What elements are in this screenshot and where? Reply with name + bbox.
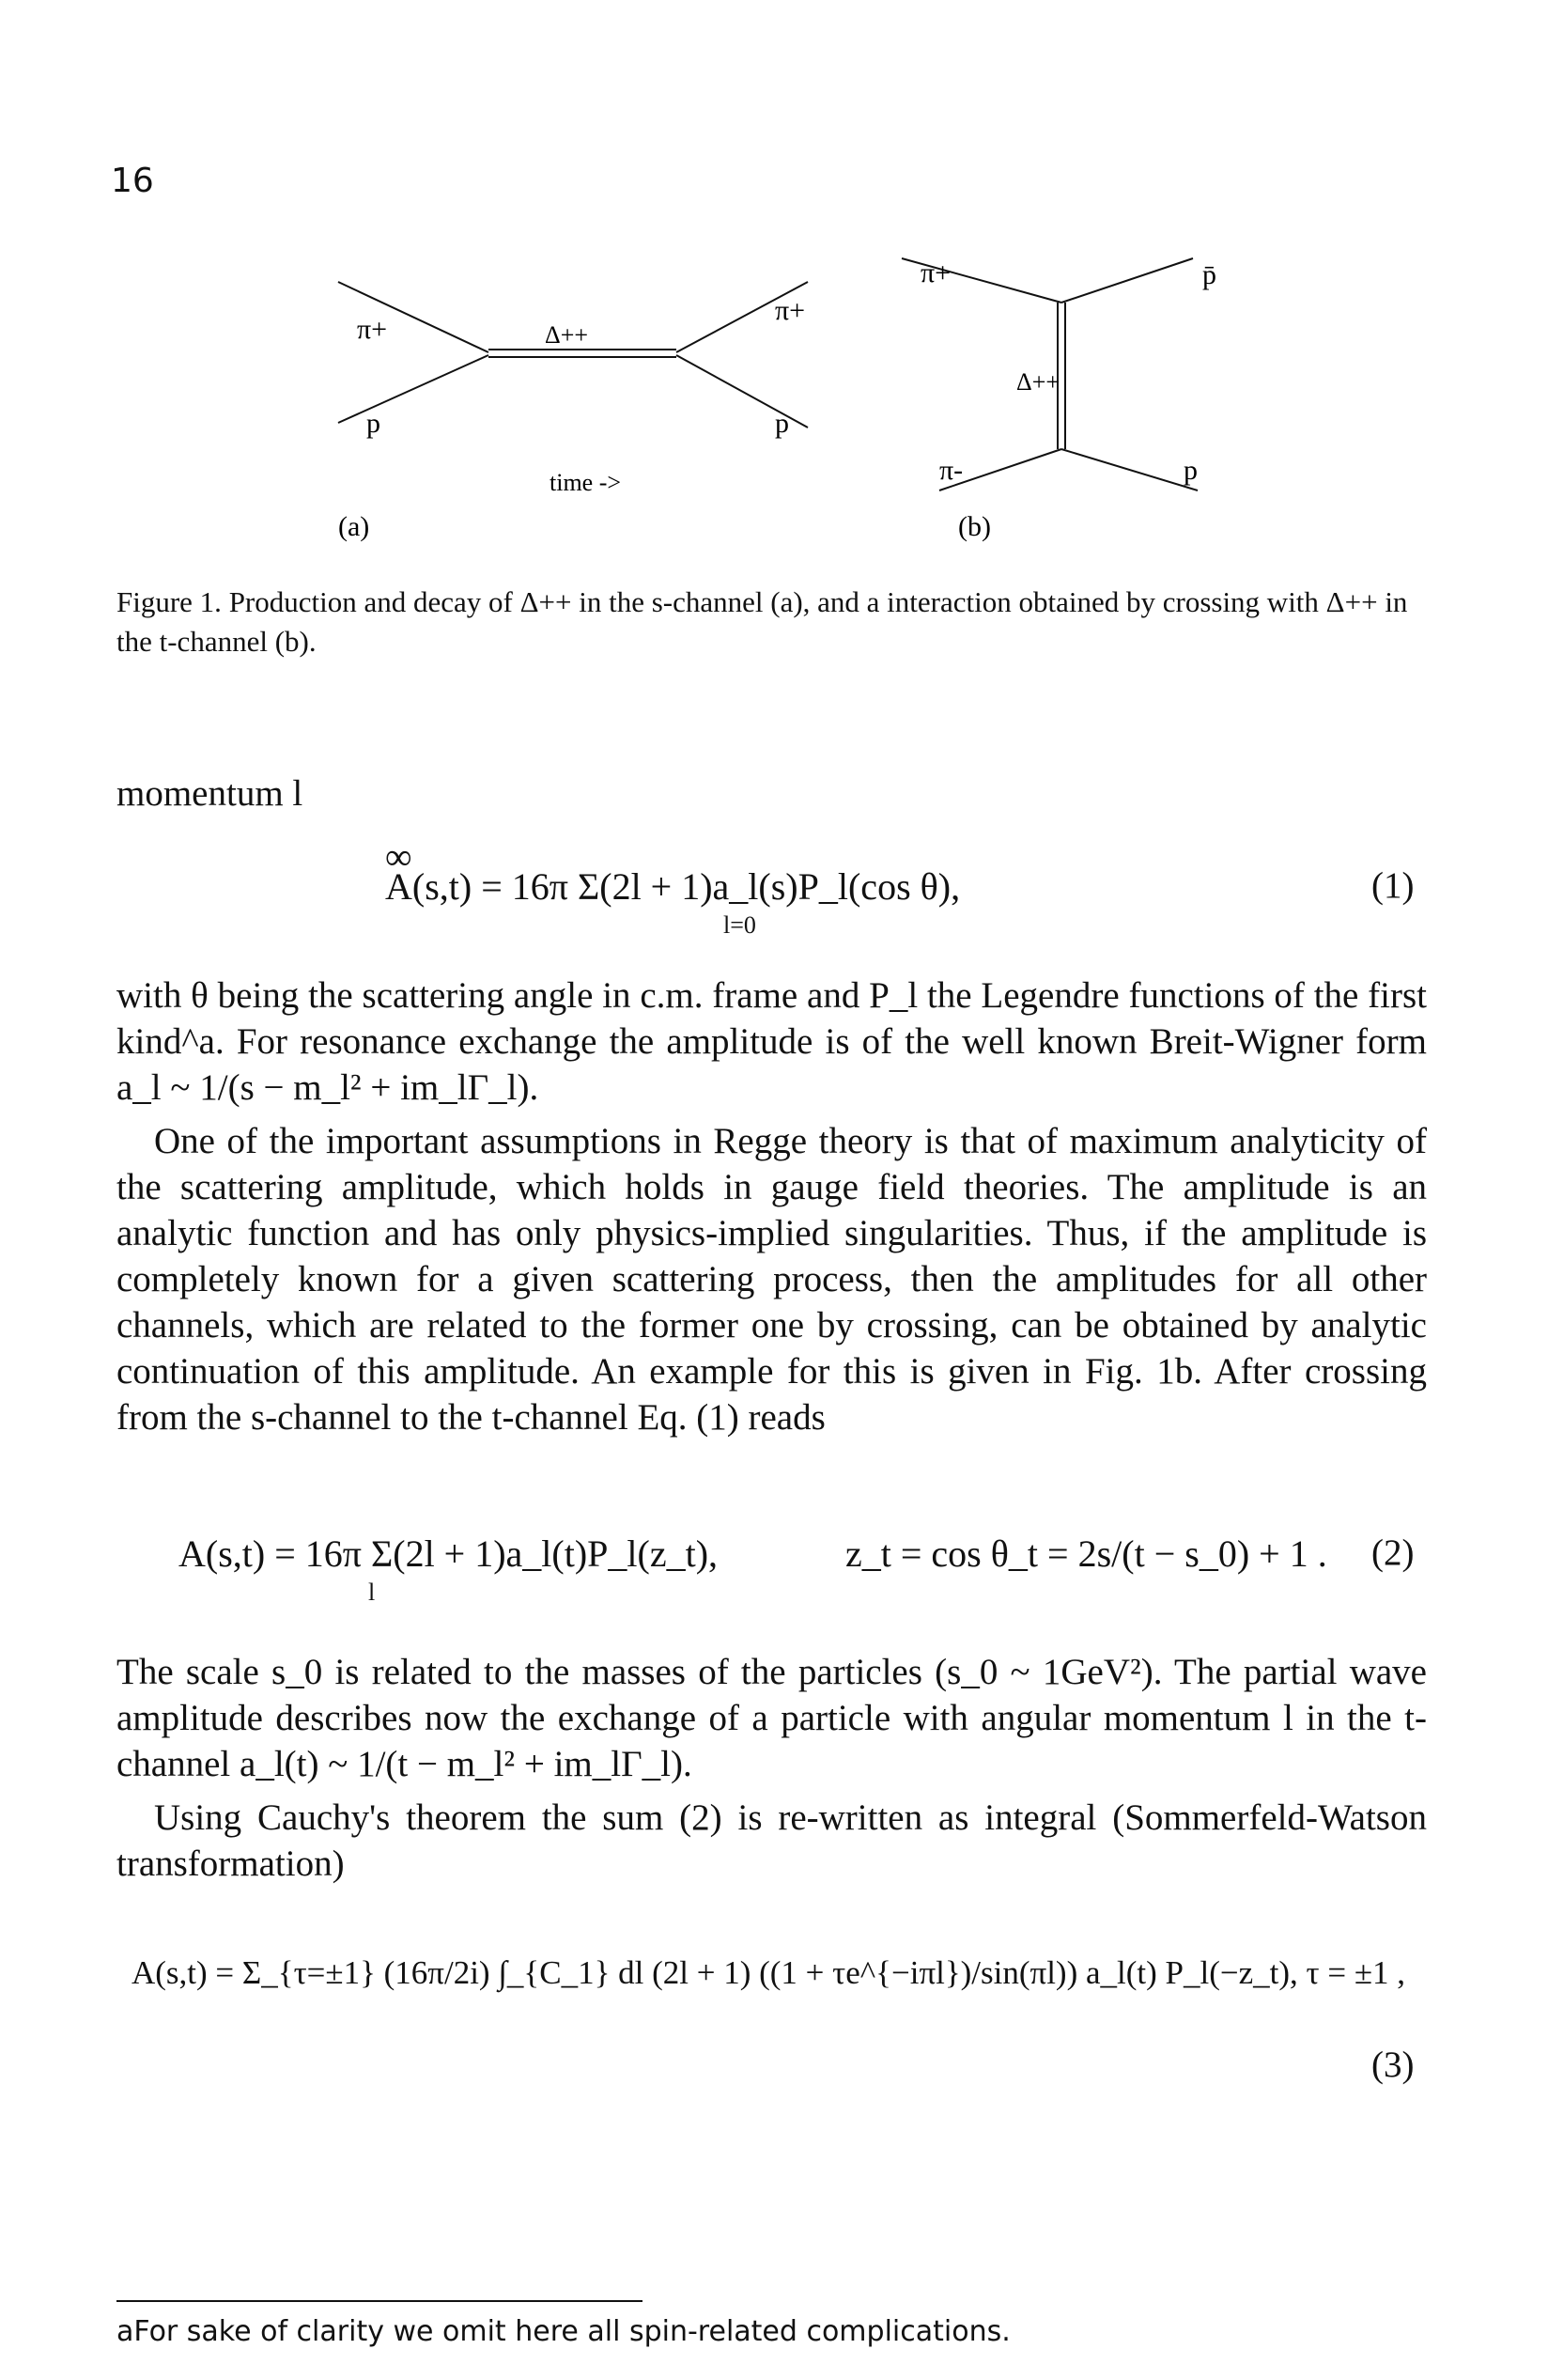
paragraph-3: The scale s_0 is related to the masses of the particles (s_0 ~ 1GeV²). The partial wave amplitude describes now the exchange of a particle with angular momentum l in the t-channel a_l(t) ~ 1/(t − m_l² + im_lΓ_l).	[116, 1652, 1427, 1784]
caption-text: Production and decay of Δ++ in the s-channel (a), and a interaction obtained by crossing with Δ++ in the t-channel (b).	[116, 585, 1408, 658]
equation-2-right: z_t = cos θ_t = 2s/(t − s_0) + 1 .	[845, 1532, 1327, 1575]
footnote: aFor sake of clarity we omit here all spin-related complications.	[116, 2315, 1011, 2348]
caption-label: Figure 1.	[116, 585, 222, 618]
footnote-rule	[116, 2300, 642, 2302]
subfigure-a-tag: (a)	[338, 511, 370, 542]
p-bar-line-b	[1061, 258, 1193, 303]
label-pi-minus-b: π-	[939, 455, 964, 486]
page-number: 16	[111, 162, 154, 200]
paragraph-2: One of the important assumptions in Regge theory is that of maximum analyticity of the scattering amplitude, which holds in gauge field theories. The amplitude is an analytic function and has only physics-implied singularities. Thus, if the amplitude is completely known for a given scattering process, then the amplitudes for all other channels, which are related to the former one by crossing, can be obtained by analytic continuation of this amplitude. An example for this is given in Fig. 1b. After crossing from the s-channel to the t-channel Eq. (1) reads	[116, 1121, 1427, 1438]
label-delta-a: Δ++	[545, 321, 589, 349]
figure-caption	[116, 583, 1432, 661]
sum-upper-limit: ∞	[385, 835, 412, 878]
label-pi-plus-b: π+	[921, 257, 952, 288]
label-pi-plus-in: π+	[357, 314, 388, 345]
p-in-line	[338, 355, 488, 423]
equation-2-left: A(s,t) = 16π Σ(2l + 1)a_l(t)P_l(z_t),	[178, 1532, 719, 1575]
time-arrow-label: time ->	[550, 469, 622, 496]
feynman-figure	[319, 244, 1287, 583]
p-line-b	[1061, 449, 1198, 490]
paragraph-1: with θ being the scattering angle in c.m. frame and P_l the Legendre functions of the first kind^a. For resonance exchange the amplitude is of the well known Breit-Wigner form a_l ~ 1/(s − m_l² + im_lΓ_l).	[116, 975, 1427, 1108]
sum-index-eq2: l	[368, 1579, 376, 1606]
feynman-diagrams-svg	[319, 244, 1287, 583]
subfigure-b-tag: (b)	[958, 511, 991, 542]
equation-3: A(s,t) = Σ_{τ=±1} (16π/2i) ∫_{C_1} dl (2l + 1) ((1 + τe^{−iπl})/sin(πl)) a_l(t) P_l(−z_t), τ = ±1 ,	[132, 1954, 1406, 1991]
sum-lower-limit: l=0	[723, 911, 756, 939]
paragraph-4: Using Cauchy's theorem the sum (2) is re-written as integral (Sommerfeld-Watson transformation)	[116, 1797, 1427, 1884]
equation-3-number: (3)	[1371, 2045, 1415, 2085]
label-delta-b: Δ++	[1016, 368, 1060, 396]
label-pi-plus-out: π+	[775, 295, 806, 326]
label-p-in: p	[366, 408, 380, 439]
label-p-b: p	[1184, 455, 1198, 486]
label-p-bar-b: p̄	[1202, 259, 1216, 290]
equation-1: A(s,t) = 16π Σ(2l + 1)a_l(s)P_l(cos θ),	[385, 865, 961, 908]
equation-2-number: (2)	[1371, 1532, 1415, 1573]
equation-1-number: (1)	[1371, 865, 1415, 906]
lead-text: momentum l	[116, 773, 303, 814]
label-p-out: p	[775, 408, 789, 439]
